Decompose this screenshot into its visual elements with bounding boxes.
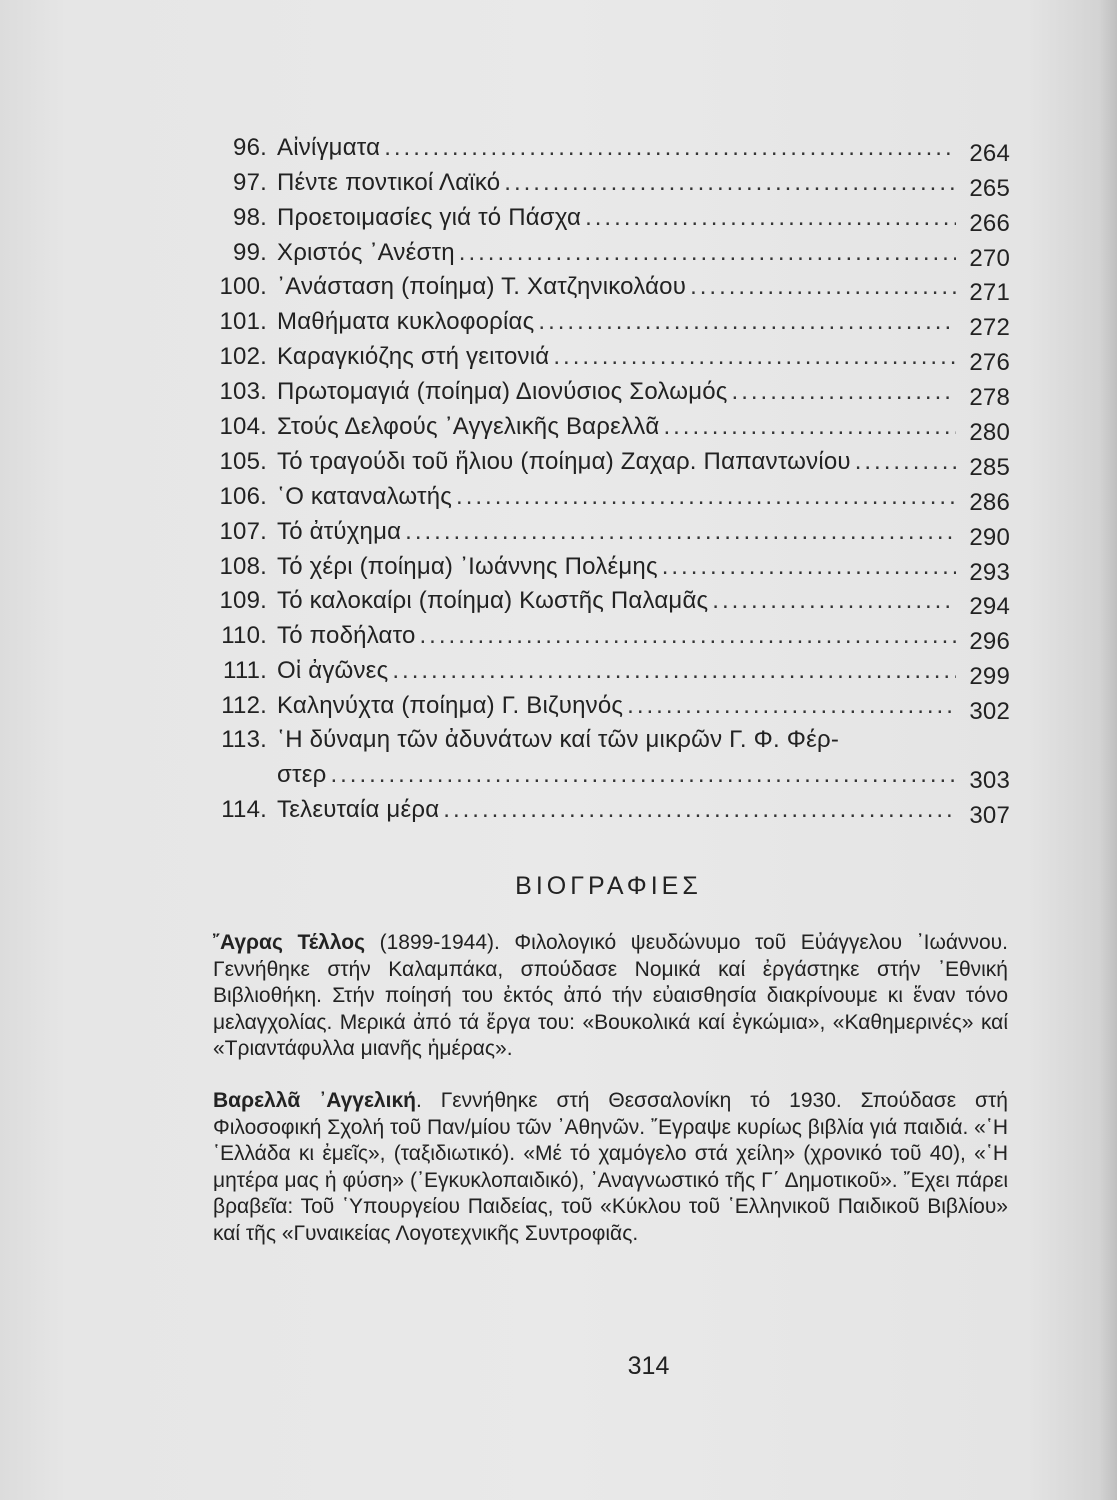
biography-text: (1899-1944). Φιλολογικό ψευδώνυμο τοῦ Εὐάγγελου ᾿Ιωάννου. Γεννήθηκε στήν Καλαμπάκα, σπούδασε Νομικά καί ἐργάστηκε στήν ᾿Εθνική Βιβλιοθήκη. Στήν ποίησή του ἐκτός ἀπό τήν εὐαισθησία διακρίνουμε κι ἕναν τόνο μελαγχολίας. Μερικά ἀπό τά ἔργα του: «Βουκολικά καί ἐγκώμια», «Καθημερινές» καί «Τριαντάφυλλα μιανῆς ἡμέρας». bbox=[213, 931, 1009, 1060]
toc-page-number: 302 bbox=[969, 698, 1010, 726]
toc-number: 112. bbox=[221, 692, 267, 720]
toc-title: Αἰνίγματα bbox=[277, 133, 381, 161]
toc-page-number: 307 bbox=[969, 801, 1010, 829]
toc-page-number: 280 bbox=[969, 419, 1010, 447]
toc-page-number: 286 bbox=[969, 488, 1010, 516]
toc-page-number: 264 bbox=[969, 139, 1010, 167]
toc-number: 105. bbox=[219, 447, 267, 475]
toc-number: 113. bbox=[221, 726, 267, 754]
biography-text: . Γεννήθηκε στή Θεσσαλονίκη τό 1930. Σπούδασε στή Φιλοσοφική Σχολή τοῦ Παν/μίου τῶν ᾿Αθηνῶν. ῎Εγραψε κυρίως βιβλία γιά παιδιά. «῾Η ῾Ελλάδα κι ἐμεῖς», (ταξιδιωτικό). «Μέ τό χαμόγελο στά χείλη» (χρονικό τοῦ 40), «῾Η μητέρα μας ἡ φύση» (᾿Εγκυκλοπαιδικό), ᾿Αναγνωστικό τῆς Γ΄ Δημοτικοῦ». ῎Εχει πάρει βραβεῖα: Τοῦ ῾Υπουργείου Παιδείας, τοῦ «Κύκλου τοῦ ῾Ελληνικοῦ Παιδικοῦ Βιβλίου» καί τῆς «Γυναικείας Λογοτεχνικῆς Συντροφιᾶς. bbox=[213, 1089, 1008, 1245]
toc-entry bbox=[205, 442, 1010, 481]
toc-number: 114. bbox=[221, 795, 267, 823]
toc-leader-dots bbox=[420, 621, 956, 651]
toc-leader-dots bbox=[384, 133, 956, 163]
toc-title: Πρωτομαγιά (ποίημα) Διονύσιος Σολωμός bbox=[277, 378, 728, 406]
toc-number: 101. bbox=[219, 308, 267, 336]
toc-page-number: 271 bbox=[969, 279, 1010, 307]
toc-leader-dots bbox=[663, 412, 956, 442]
toc-page-number: 276 bbox=[969, 349, 1010, 377]
toc-title: Στούς Δελφούς ᾿Αγγελικῆς Βαρελλᾶ bbox=[277, 413, 660, 441]
toc-entry-wrapped-second-line bbox=[205, 755, 1010, 795]
toc-entry bbox=[205, 302, 1010, 342]
toc-title-continuation: στερ bbox=[277, 761, 327, 789]
toc-number: 96. bbox=[233, 133, 267, 161]
toc-page-number: 278 bbox=[969, 384, 1010, 412]
toc-page-number: 270 bbox=[969, 244, 1010, 272]
toc-title: Οἱ ἀγῶνες bbox=[277, 657, 389, 685]
toc-entry bbox=[205, 163, 1010, 202]
toc-leader-dots bbox=[712, 586, 956, 616]
toc-entry bbox=[205, 128, 1010, 167]
biography-entry bbox=[213, 930, 1008, 1063]
toc-leader-dots bbox=[690, 272, 956, 302]
toc-title: Τό καλοκαίρι (ποίημα) Κωστῆς Παλαμᾶς bbox=[277, 587, 709, 615]
toc-leader-dots bbox=[392, 656, 956, 686]
toc-page-number: 285 bbox=[969, 453, 1010, 481]
toc-title: Τό ποδήλατο bbox=[277, 622, 416, 650]
toc-entry bbox=[205, 651, 1010, 691]
toc-page-number: 290 bbox=[969, 523, 1010, 551]
toc-number: 97. bbox=[233, 168, 267, 196]
toc-entry bbox=[205, 512, 1010, 551]
toc-title: Τελευταία μέρα bbox=[277, 795, 440, 823]
table-of-contents bbox=[205, 128, 1010, 829]
toc-leader-dots bbox=[553, 342, 956, 372]
toc-title: Χριστός ᾿Ανέστη bbox=[277, 238, 455, 266]
toc-page-number: 296 bbox=[969, 628, 1010, 656]
toc-number: 98. bbox=[233, 203, 267, 231]
toc-entry bbox=[205, 233, 1010, 272]
toc-leader-dots bbox=[538, 307, 956, 337]
toc-leader-dots bbox=[456, 482, 956, 512]
toc-number: 104. bbox=[219, 413, 267, 441]
toc-title: Καραγκιόζης στή γειτονιά bbox=[277, 343, 550, 371]
page-edge-shadow bbox=[1099, 0, 1117, 1500]
toc-entry bbox=[205, 686, 1010, 726]
toc-entry bbox=[205, 790, 1010, 829]
biography-name: Βαρελλᾶ ᾿Αγγελική bbox=[213, 1089, 416, 1112]
toc-entry bbox=[205, 198, 1010, 237]
toc-leader-dots bbox=[732, 377, 956, 407]
toc-number: 106. bbox=[219, 482, 267, 510]
toc-entry bbox=[205, 582, 1010, 621]
biography-entry bbox=[213, 1088, 1008, 1247]
toc-leader-dots bbox=[627, 691, 956, 721]
toc-title: ῾Η δύναμη τῶν ἀδυνάτων καί τῶν μικρῶν Γ. Φ. Φέρ- bbox=[277, 726, 840, 754]
toc-number: 107. bbox=[219, 517, 267, 545]
toc-title: Πέντε ποντικοί Λαϊκό bbox=[277, 168, 501, 196]
toc-leader-dots bbox=[504, 168, 956, 198]
toc-leader-dots bbox=[405, 517, 956, 547]
page-number: 314 bbox=[627, 1352, 670, 1380]
toc-page-number: 293 bbox=[969, 558, 1010, 586]
toc-page-number: 299 bbox=[969, 663, 1010, 691]
toc-number: 110. bbox=[221, 622, 267, 650]
toc-entry bbox=[205, 372, 1010, 412]
toc-title: ῾Ο καταναλωτής bbox=[277, 482, 453, 510]
toc-entry bbox=[205, 616, 1010, 656]
toc-entry-wrapped-first-line bbox=[205, 721, 1010, 755]
toc-page-number: 294 bbox=[969, 593, 1010, 621]
toc-title: Τό χέρι (ποίημα) ᾿Ιωάννης Πολέμης bbox=[277, 552, 658, 580]
toc-leader-dots bbox=[459, 238, 956, 268]
toc-title: Προετοιμασίες γιά τό Πάσχα bbox=[277, 203, 582, 231]
toc-title: Καληνύχτα (ποίημα) Γ. Βιζυηνός bbox=[277, 692, 624, 720]
toc-number: 102. bbox=[219, 343, 267, 371]
toc-number: 111. bbox=[223, 657, 267, 685]
toc-entry bbox=[205, 268, 1010, 307]
toc-entry bbox=[205, 407, 1010, 447]
toc-page-number: 272 bbox=[969, 314, 1010, 342]
toc-page-number: 266 bbox=[969, 209, 1010, 237]
toc-title: Μαθήματα κυκλοφορίας bbox=[277, 308, 535, 336]
toc-leader-dots bbox=[662, 552, 956, 582]
toc-number: 103. bbox=[219, 378, 267, 406]
toc-entry bbox=[205, 547, 1010, 586]
toc-page-number: 303 bbox=[969, 767, 1010, 795]
toc-number: 100. bbox=[219, 273, 267, 301]
toc-leader-dots bbox=[855, 447, 956, 477]
biographies-heading: ΒΙΟΓΡΑΦΙΕΣ bbox=[515, 872, 702, 900]
toc-title: ᾿Ανάσταση (ποίημα) Τ. Χατζηνικολάου bbox=[277, 273, 687, 301]
toc-number: 108. bbox=[219, 552, 267, 580]
toc-title: Τό τραγούδι τοῦ ἥλιου (ποίημα) Ζαχαρ. Παπαντωνίου bbox=[277, 447, 851, 475]
toc-leader-dots bbox=[443, 795, 956, 825]
toc-entry bbox=[205, 337, 1010, 377]
toc-title: Τό ἀτύχημα bbox=[277, 517, 402, 545]
toc-leader-dots bbox=[330, 760, 956, 790]
biography-name: ῎Αγρας Τέλλος bbox=[213, 931, 366, 954]
toc-number: 109. bbox=[219, 587, 267, 615]
toc-page-number: 265 bbox=[969, 174, 1010, 202]
toc-entry bbox=[205, 477, 1010, 516]
toc-leader-dots bbox=[585, 203, 956, 233]
toc-number: 99. bbox=[233, 238, 267, 266]
